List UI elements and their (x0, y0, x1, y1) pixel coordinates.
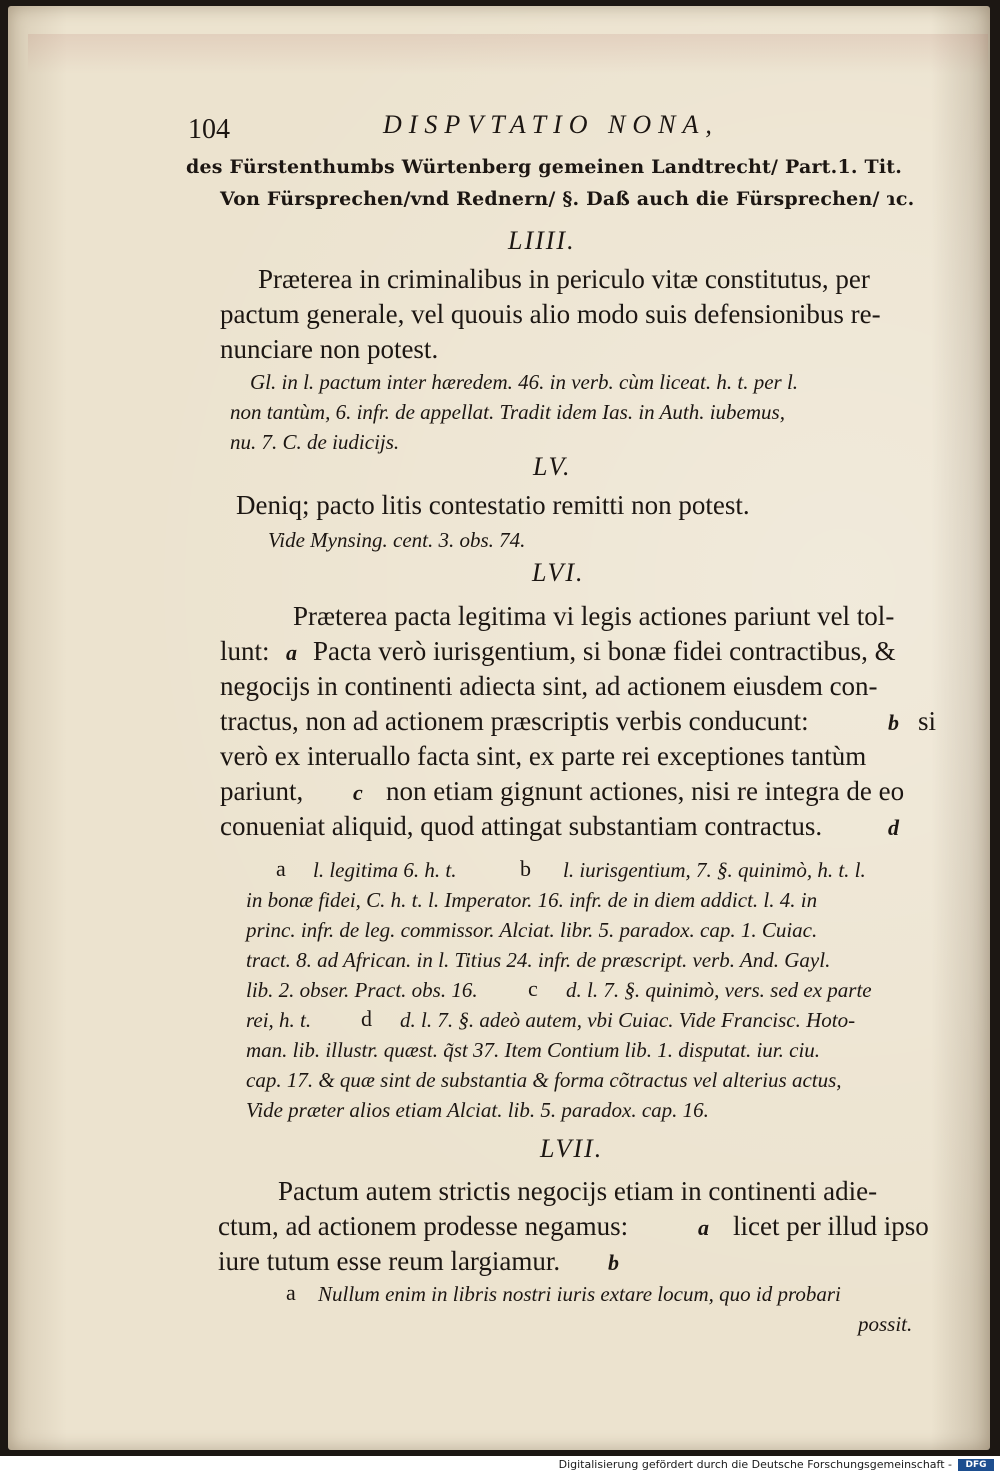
note-line: Gl. in l. pactum inter hæredem. 46. in verb. cùm liceat. h. t. per l. (250, 370, 799, 394)
body-line: Deniq; pacto litis contestatio remitti non potest. (236, 490, 750, 520)
note-line: nu. 7. C. de iudicijs. (230, 430, 400, 454)
note-line: l. iurisgentium, 7. §. quinimò, h. t. l. (563, 858, 866, 882)
footer-bar (0, 1456, 1000, 1474)
footnote-marker-a: a (698, 1215, 709, 1240)
footnote-marker-c: c (353, 780, 363, 805)
note-line: l. legitima 6. h. t. (313, 858, 457, 882)
note-line: tract. 8. ad African. in l. Titius 24. infr. de præscript. verb. And. Gayl. (246, 948, 831, 972)
note-line: princ. infr. de leg. commissor. Alciat. libr. 5. paradox. cap. 1. Cuiac. (246, 918, 818, 942)
body-line: conueniat aliquid, quod attingat substantiam contractus. (220, 811, 823, 841)
footnote-marker-b: b (888, 710, 899, 735)
note-marker-d: d (361, 1006, 372, 1031)
german-line-2: Von Fürsprechen/vnd Rednern/ §. Daß auch die Fürsprechen/ ɿc. (220, 188, 915, 210)
body-line: verò ex interuallo facta sint, ex parte rei exceptiones tantùm (220, 741, 867, 771)
note-line: d. l. 7. §. quinimò, vers. sed ex parte (566, 978, 872, 1002)
note-line: Nullum enim in libris nostri iuris extare locum, quo id probari (318, 1282, 841, 1306)
body-line: lunt: (220, 636, 270, 666)
note-marker-a: a (286, 1280, 296, 1305)
section-heading-lvii: LVII. (540, 1134, 604, 1163)
body-line: negocijs in continenti adiecta sint, ad actionem eiusdem con- (220, 671, 878, 701)
body-line: si (918, 706, 937, 736)
footnote-marker-a: a (286, 640, 297, 665)
body-line: Præterea in criminalibus in periculo vitæ constitutus, per (258, 264, 870, 294)
footnote-marker-b: b (608, 1250, 619, 1275)
dfg-logo: DFG (958, 1459, 994, 1471)
note-line: lib. 2. obser. Pract. obs. 16. (246, 978, 478, 1002)
body-line: non etiam gignunt actiones, nisi re integra de eo (386, 776, 905, 806)
note-line: Vide præter alios etiam Alciat. lib. 5. paradox. cap. 16. (246, 1098, 709, 1122)
body-line: Pacta verò iurisgentium, si bonæ fidei contractibus, & (313, 636, 896, 666)
section-heading-liiii: LIIII. (508, 226, 576, 255)
page-number: 104 (188, 114, 230, 145)
footer-text: Digitalisierung gefördert durch die Deutsche Forschungsgemeinschaft - (558, 1458, 952, 1471)
body-line: pactum generale, vel quouis alio modo suis defensionibus re- (220, 299, 881, 329)
note-marker-a: a (276, 856, 286, 881)
page-text (8, 6, 990, 1450)
note-line: possit. (858, 1312, 913, 1336)
body-line: iure tutum esse reum largiamur. (218, 1246, 561, 1276)
german-line-1: des Fürstenthumbs Würtenberg gemeinen Landtrecht/ Part.1. Tit. (186, 156, 903, 178)
section-heading-lvi: LVI. (532, 558, 585, 587)
note-line: Vide Mynsing. cent. 3. obs. 74. (268, 528, 526, 552)
body-line: Pactum autem strictis negocijs etiam in continenti adie- (278, 1176, 878, 1206)
running-head: DISPVTATIO NONA, (383, 110, 719, 139)
body-line: nunciare non potest. (220, 334, 439, 364)
note-line: cap. 17. & quæ sint de substantia & forma cõtractus vel alterius actus, (246, 1068, 842, 1092)
note-marker-b: b (520, 856, 531, 881)
body-line: ctum, ad actionem prodesse negamus: (218, 1211, 629, 1241)
note-line: rei, h. t. (246, 1008, 312, 1032)
note-line: man. lib. illustr. quæst. q̃st 37. Item Contium lib. 1. disputat. iur. ciu. (246, 1038, 821, 1062)
body-line: tractus, non ad actionem præscriptis verbis conducunt: (220, 706, 809, 736)
section-heading-lv: LV. (533, 452, 572, 481)
note-line: non tantùm, 6. infr. de appellat. Tradit idem Ias. in Auth. iubemus, (230, 400, 785, 424)
body-line: licet per illud ipso (733, 1211, 929, 1241)
note-line: in bonæ fidei, C. h. t. l. Imperator. 16. infr. de in diem addict. l. 4. in (246, 888, 818, 912)
book-page (8, 6, 990, 1450)
body-line: Præterea pacta legitima vi legis actiones pariunt vel tol- (293, 601, 895, 631)
footnote-marker-d: d (888, 815, 899, 840)
note-marker-c: c (528, 976, 538, 1001)
note-line: d. l. 7. §. adeò autem, vbi Cuiac. Vide Francisc. Hoto- (400, 1008, 856, 1032)
body-line: pariunt, (220, 776, 304, 806)
